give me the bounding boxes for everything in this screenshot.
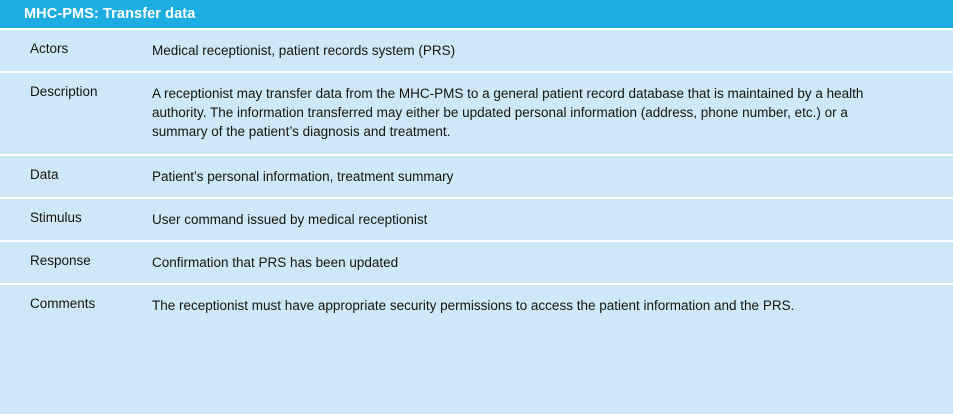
row-label: Response: [30, 252, 91, 268]
row-label: Stimulus: [30, 209, 82, 225]
table-row: [0, 240, 953, 283]
row-label: Actors: [30, 41, 69, 56]
row-value: Patient’s personal information, treatment summary: [152, 168, 454, 184]
row-value: User command issued by medical receptionist: [152, 211, 428, 227]
row-label: Description: [30, 84, 98, 100]
table-header: [0, 0, 953, 28]
row-value: The receptionist must have appropriate security permissions to access the patient information and the PRS.: [152, 298, 795, 314]
table-title: MHC-PMS: Transfer data: [24, 6, 196, 22]
table-row: [0, 197, 953, 240]
row-value: Medical receptionist, patient records system (PRS): [152, 43, 456, 58]
row-label: Comments: [30, 296, 96, 312]
table-body: [0, 28, 953, 414]
table-row: [0, 154, 953, 197]
row-value: A receptionist may transfer data from the MHC-PMS to a general patient record database that is maintained by a health authority. The information transferred may either be updated personal information (address, phone number, etc.) or a summary of the patient’s diagnosis and treatment.: [152, 86, 864, 140]
table-row: [0, 28, 953, 71]
table-bottom-fill: [0, 328, 953, 414]
row-label: Data: [30, 166, 59, 182]
table-row: [0, 283, 953, 328]
row-value: Confirmation that PRS has been updated: [152, 254, 399, 270]
table-row: [0, 71, 953, 153]
